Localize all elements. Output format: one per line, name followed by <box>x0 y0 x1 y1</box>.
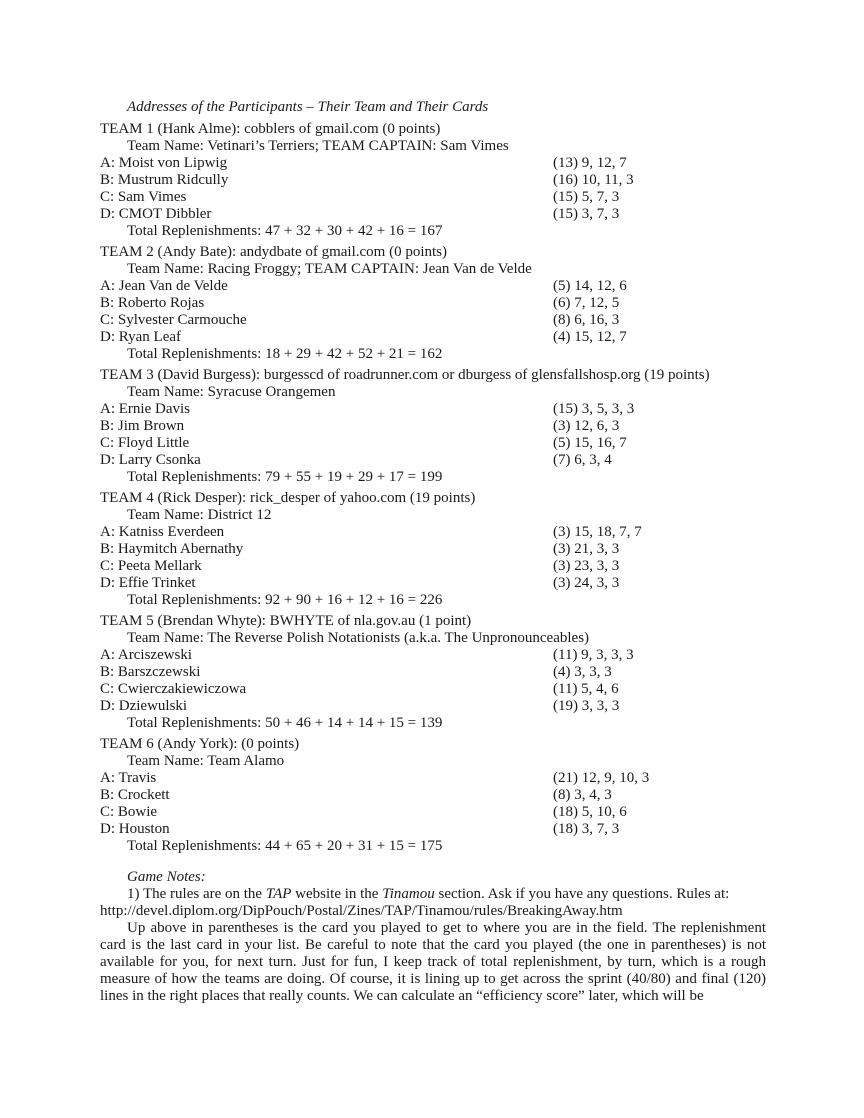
team-3-header: TEAM 3 (David Burgess): burgesscd of roadrunner.com or dburgess of glensfallshosp.org (19 points) <box>100 367 710 383</box>
rider-name: D: Ryan Leaf <box>100 329 182 345</box>
game-notes-rule-1 <box>100 886 766 903</box>
game-notes-section <box>100 869 766 1005</box>
team-3-rider-d <box>100 452 766 469</box>
rider-name: D: Effie Trinket <box>100 575 196 591</box>
rider-name: C: Sam Vimes <box>100 189 187 205</box>
team-1-block <box>100 121 766 240</box>
team-6-block <box>100 736 766 855</box>
rider-cards: (7) 6, 3, 4 <box>553 452 612 468</box>
team-5-rider-b <box>100 664 766 681</box>
rider-cards: (6) 7, 12, 5 <box>553 295 620 311</box>
team-5-rider-a <box>100 647 766 664</box>
team-1-rider-d <box>100 206 766 223</box>
game-notes-paragraph: Up above in parentheses is the card you played to get to where you are in the field. The replenishment card is the last card in your list. Be careful to note that the card you played (the one in parentheses) is not available for you, for next turn. Just for fun, I keep track of total replenishment, by turn, which is a rough measure of how the teams are doing. Of course, it is lining up to get across the sprint (40/80) and final (120) lines in the right places that really counts. We can calculate an “efficiency score” later, which will be <box>100 920 766 1004</box>
team-1-header: TEAM 1 (Hank Alme): cobblers of gmail.com (0 points) <box>100 121 441 137</box>
rider-name: C: Peeta Mellark <box>100 558 202 574</box>
team-5-block <box>100 613 766 732</box>
rules-url: http://devel.diplom.org/DipPouch/Postal/Zines/TAP/Tinamou/rules/BreakingAway.htm <box>100 903 623 919</box>
team-5-total: Total Replenishments: 50 + 46 + 14 + 14 + 15 = 139 <box>127 715 443 731</box>
rider-name: D: Dziewulski <box>100 698 188 714</box>
rider-name: B: Barszczewski <box>100 664 201 680</box>
team-6-rider-d <box>100 821 766 838</box>
rider-cards: (18) 3, 7, 3 <box>553 821 620 837</box>
team-5-name-line: Team Name: The Reverse Polish Notationists (a.k.a. The Unpronounceables) <box>127 630 590 646</box>
team-3-rider-a <box>100 401 766 418</box>
rider-name: B: Haymitch Abernathy <box>100 541 244 557</box>
team-4-rider-b <box>100 541 766 558</box>
rider-name: A: Arciszewski <box>100 647 193 663</box>
team-1-rider-a <box>100 155 766 172</box>
rider-name: D: Larry Csonka <box>100 452 201 468</box>
team-5-rider-d <box>100 698 766 715</box>
rider-name: C: Cwierczakiewiczowa <box>100 681 247 697</box>
team-2-header: TEAM 2 (Andy Bate): andydbate of gmail.com (0 points) <box>100 244 448 260</box>
rule-1-text: 1) The rules are on the <box>127 886 266 902</box>
rider-name: A: Jean Van de Velde <box>100 278 228 294</box>
tinamou-section-name: Tinamou <box>382 886 435 902</box>
team-4-header: TEAM 4 (Rick Desper): rick_desper of yahoo.com (19 points) <box>100 490 476 506</box>
rule-1-text: website in the <box>291 886 383 902</box>
rider-cards: (5) 15, 16, 7 <box>553 435 627 451</box>
team-6-total: Total Replenishments: 44 + 65 + 20 + 31 + 15 = 175 <box>127 838 443 854</box>
team-3-block <box>100 367 766 486</box>
rider-cards: (16) 10, 11, 3 <box>553 172 634 188</box>
team-2-name-line: Team Name: Racing Froggy; TEAM CAPTAIN: Jean Van de Velde <box>127 261 532 277</box>
team-1-rider-b <box>100 172 766 189</box>
team-1-name-line: Team Name: Vetinari’s Terriers; TEAM CAPTAIN: Sam Vimes <box>127 138 509 154</box>
document-content <box>100 99 766 1005</box>
team-3-rider-c <box>100 435 766 452</box>
team-2-rider-a <box>100 278 766 295</box>
team-4-block <box>100 490 766 609</box>
rider-cards: (8) 3, 4, 3 <box>553 787 612 803</box>
team-4-rider-d <box>100 575 766 592</box>
rider-name: A: Katniss Everdeen <box>100 524 225 540</box>
team-3-rider-b <box>100 418 766 435</box>
rider-cards: (8) 6, 16, 3 <box>553 312 620 328</box>
rider-cards: (15) 3, 5, 3, 3 <box>553 401 635 417</box>
team-2-block <box>100 244 766 363</box>
rider-cards: (13) 9, 12, 7 <box>553 155 627 171</box>
rider-name: A: Ernie Davis <box>100 401 190 417</box>
team-6-header: TEAM 6 (Andy York): (0 points) <box>100 736 300 752</box>
team-6-rider-c <box>100 804 766 821</box>
rider-cards: (11) 9, 3, 3, 3 <box>553 647 634 663</box>
game-notes-heading: Game Notes: <box>127 869 206 885</box>
rider-cards: (21) 12, 9, 10, 3 <box>553 770 650 786</box>
rider-cards: (11) 5, 4, 6 <box>553 681 619 697</box>
rider-name: A: Moist von Lipwig <box>100 155 228 171</box>
rule-1-text: section. Ask if you have any questions. Rules at: <box>434 886 730 902</box>
rider-cards: (3) 12, 6, 3 <box>553 418 620 434</box>
rider-cards: (3) 24, 3, 3 <box>553 575 620 591</box>
team-6-rider-b <box>100 787 766 804</box>
rider-name: A: Travis <box>100 770 157 786</box>
rider-name: C: Sylvester Carmouche <box>100 312 247 328</box>
team-5-header: TEAM 5 (Brendan Whyte): BWHYTE of nla.gov.au (1 point) <box>100 613 472 629</box>
team-2-rider-d <box>100 329 766 346</box>
rider-cards: (3) 21, 3, 3 <box>553 541 620 557</box>
team-4-rider-c <box>100 558 766 575</box>
rider-name: D: CMOT Dibbler <box>100 206 212 222</box>
rider-cards: (4) 3, 3, 3 <box>553 664 612 680</box>
team-2-rider-b <box>100 295 766 312</box>
rider-cards: (5) 14, 12, 6 <box>553 278 627 294</box>
rider-name: C: Bowie <box>100 804 158 820</box>
rider-name: C: Floyd Little <box>100 435 190 451</box>
rider-cards: (4) 15, 12, 7 <box>553 329 627 345</box>
rider-name: B: Jim Brown <box>100 418 185 434</box>
rider-name: B: Mustrum Ridcully <box>100 172 229 188</box>
rider-name: B: Roberto Rojas <box>100 295 205 311</box>
team-3-total: Total Replenishments: 79 + 55 + 19 + 29 + 17 = 199 <box>127 469 443 485</box>
rider-name: D: Houston <box>100 821 170 837</box>
team-3-name-line: Team Name: Syracuse Orangemen <box>127 384 336 400</box>
tap-zine-name: TAP <box>265 886 292 902</box>
team-4-rider-a <box>100 524 766 541</box>
team-4-name-line: Team Name: District 12 <box>127 507 272 523</box>
rider-cards: (15) 3, 7, 3 <box>553 206 620 222</box>
rider-cards: (18) 5, 10, 6 <box>553 804 627 820</box>
team-1-rider-c <box>100 189 766 206</box>
rider-cards: (19) 3, 3, 3 <box>553 698 620 714</box>
team-6-name-line: Team Name: Team Alamo <box>127 753 285 769</box>
team-5-rider-c <box>100 681 766 698</box>
rider-cards: (15) 5, 7, 3 <box>553 189 620 205</box>
rider-cards: (3) 15, 18, 7, 7 <box>553 524 642 540</box>
document-title: Addresses of the Participants – Their Team and Their Cards <box>127 99 489 115</box>
team-1-total: Total Replenishments: 47 + 32 + 30 + 42 + 16 = 167 <box>127 223 443 239</box>
team-6-rider-a <box>100 770 766 787</box>
rider-cards: (3) 23, 3, 3 <box>553 558 620 574</box>
rider-name: B: Crockett <box>100 787 170 803</box>
team-4-total: Total Replenishments: 92 + 90 + 16 + 12 + 16 = 226 <box>127 592 443 608</box>
team-2-rider-c <box>100 312 766 329</box>
team-2-total: Total Replenishments: 18 + 29 + 42 + 52 + 21 = 162 <box>127 346 443 362</box>
